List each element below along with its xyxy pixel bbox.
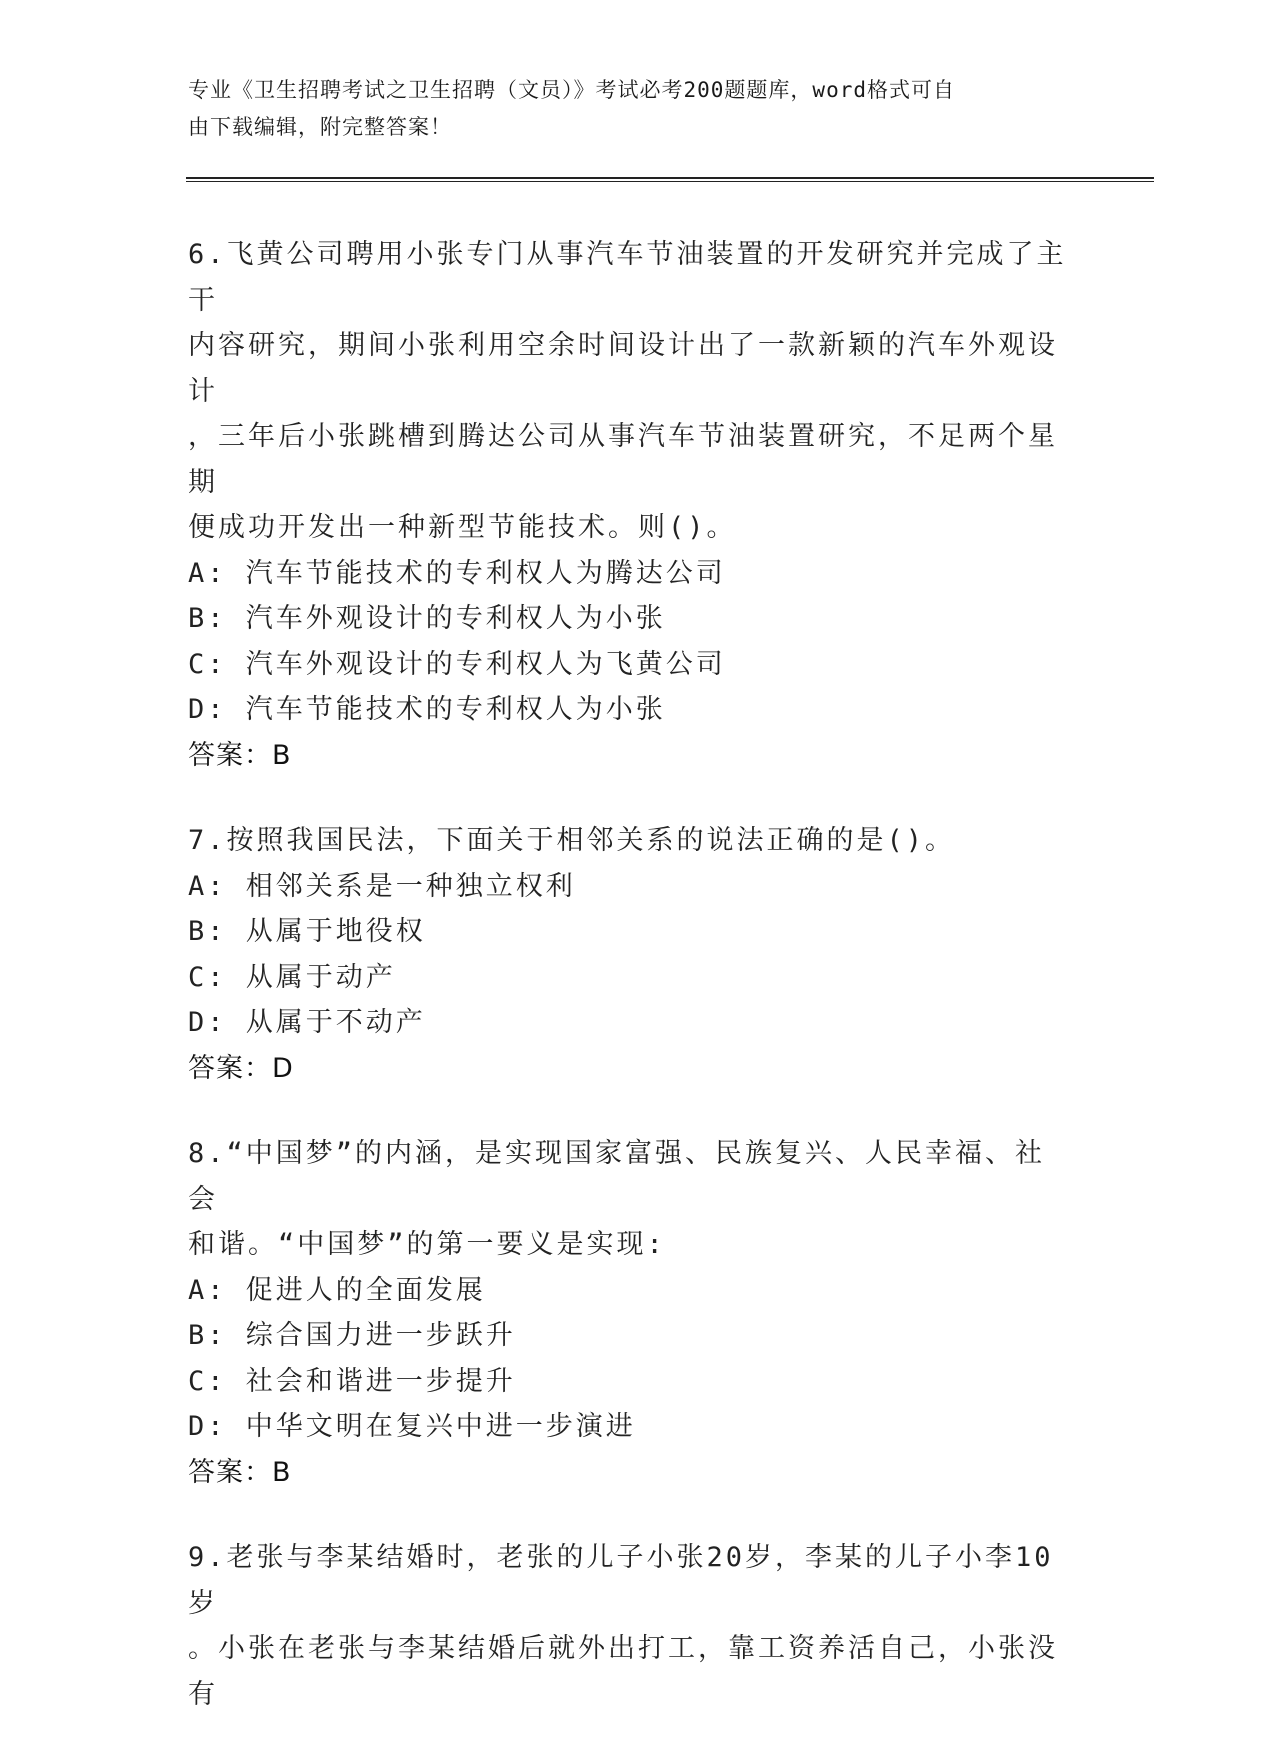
question-text-line: 和谐。“中国梦”的第一要义是实现:	[188, 1229, 666, 1260]
option-b: B: 综合国力进一步跃升	[188, 1320, 516, 1351]
question-text-line: 6.飞黄公司聘用小张专门从事汽车节油装置的开发研究并完成了主干	[188, 239, 1067, 316]
option-a: A: 促进人的全面发展	[188, 1274, 486, 1306]
answer-label: 答案：B	[188, 1456, 292, 1488]
question-text-line: 7.按照我国民法，下面关于相邻关系的说法正确的是()。	[188, 825, 956, 856]
option-a: A: 相邻关系是一种独立权利	[188, 870, 576, 902]
header-divider	[186, 177, 1154, 182]
question-text-line: 8.“中国梦”的内涵，是实现国家富强、民族复兴、人民幸福、社会	[188, 1138, 1046, 1215]
question-8	[188, 1131, 1068, 1495]
option-a: A: 汽车节能技术的专利权人为腾达公司	[188, 557, 726, 589]
option-c: C: 汽车外观设计的专利权人为飞黄公司	[188, 648, 726, 680]
question-text-line: 内容研究，期间小张利用空余时间设计出了一款新颖的汽车外观设计	[188, 330, 1058, 407]
option-d: D: 中华文明在复兴中进一步演进	[188, 1411, 636, 1442]
document-header	[188, 72, 1068, 146]
answer-label: 答案：D	[188, 1052, 294, 1084]
question-list	[188, 232, 1068, 1757]
answer-label: 答案：B	[188, 739, 292, 771]
question-9	[188, 1535, 1068, 1717]
question-text-line: ，三年后小张跳槽到腾达公司从事汽车节油装置研究，不足两个星期	[188, 421, 1058, 498]
question-text-line: 9.老张与李某结婚时，老张的儿子小张20岁，李某的儿子小李10岁	[188, 1542, 1054, 1619]
option-d: D: 汽车节能技术的专利权人为小张	[188, 694, 666, 725]
question-text-line: 便成功开发出一种新型节能技术。则()。	[188, 512, 737, 543]
header-title-line-2: 由下载编辑，附完整答案！	[188, 115, 452, 139]
question-7	[188, 818, 1068, 1091]
question-6	[188, 232, 1068, 778]
option-c: C: 社会和谐进一步提升	[188, 1365, 516, 1397]
question-text-line: 。小张在老张与李某结婚后就外出打工，靠工资养活自己，小张没有	[188, 1633, 1058, 1710]
option-d: D: 从属于不动产	[188, 1007, 426, 1038]
header-title-line-1: 专业《卫生招聘考试之卫生招聘（文员）》考试必考200题题库，word格式可自	[188, 78, 955, 102]
option-b: B: 汽车外观设计的专利权人为小张	[188, 603, 666, 634]
option-b: B: 从属于地役权	[188, 916, 426, 947]
option-c: C: 从属于动产	[188, 961, 396, 993]
